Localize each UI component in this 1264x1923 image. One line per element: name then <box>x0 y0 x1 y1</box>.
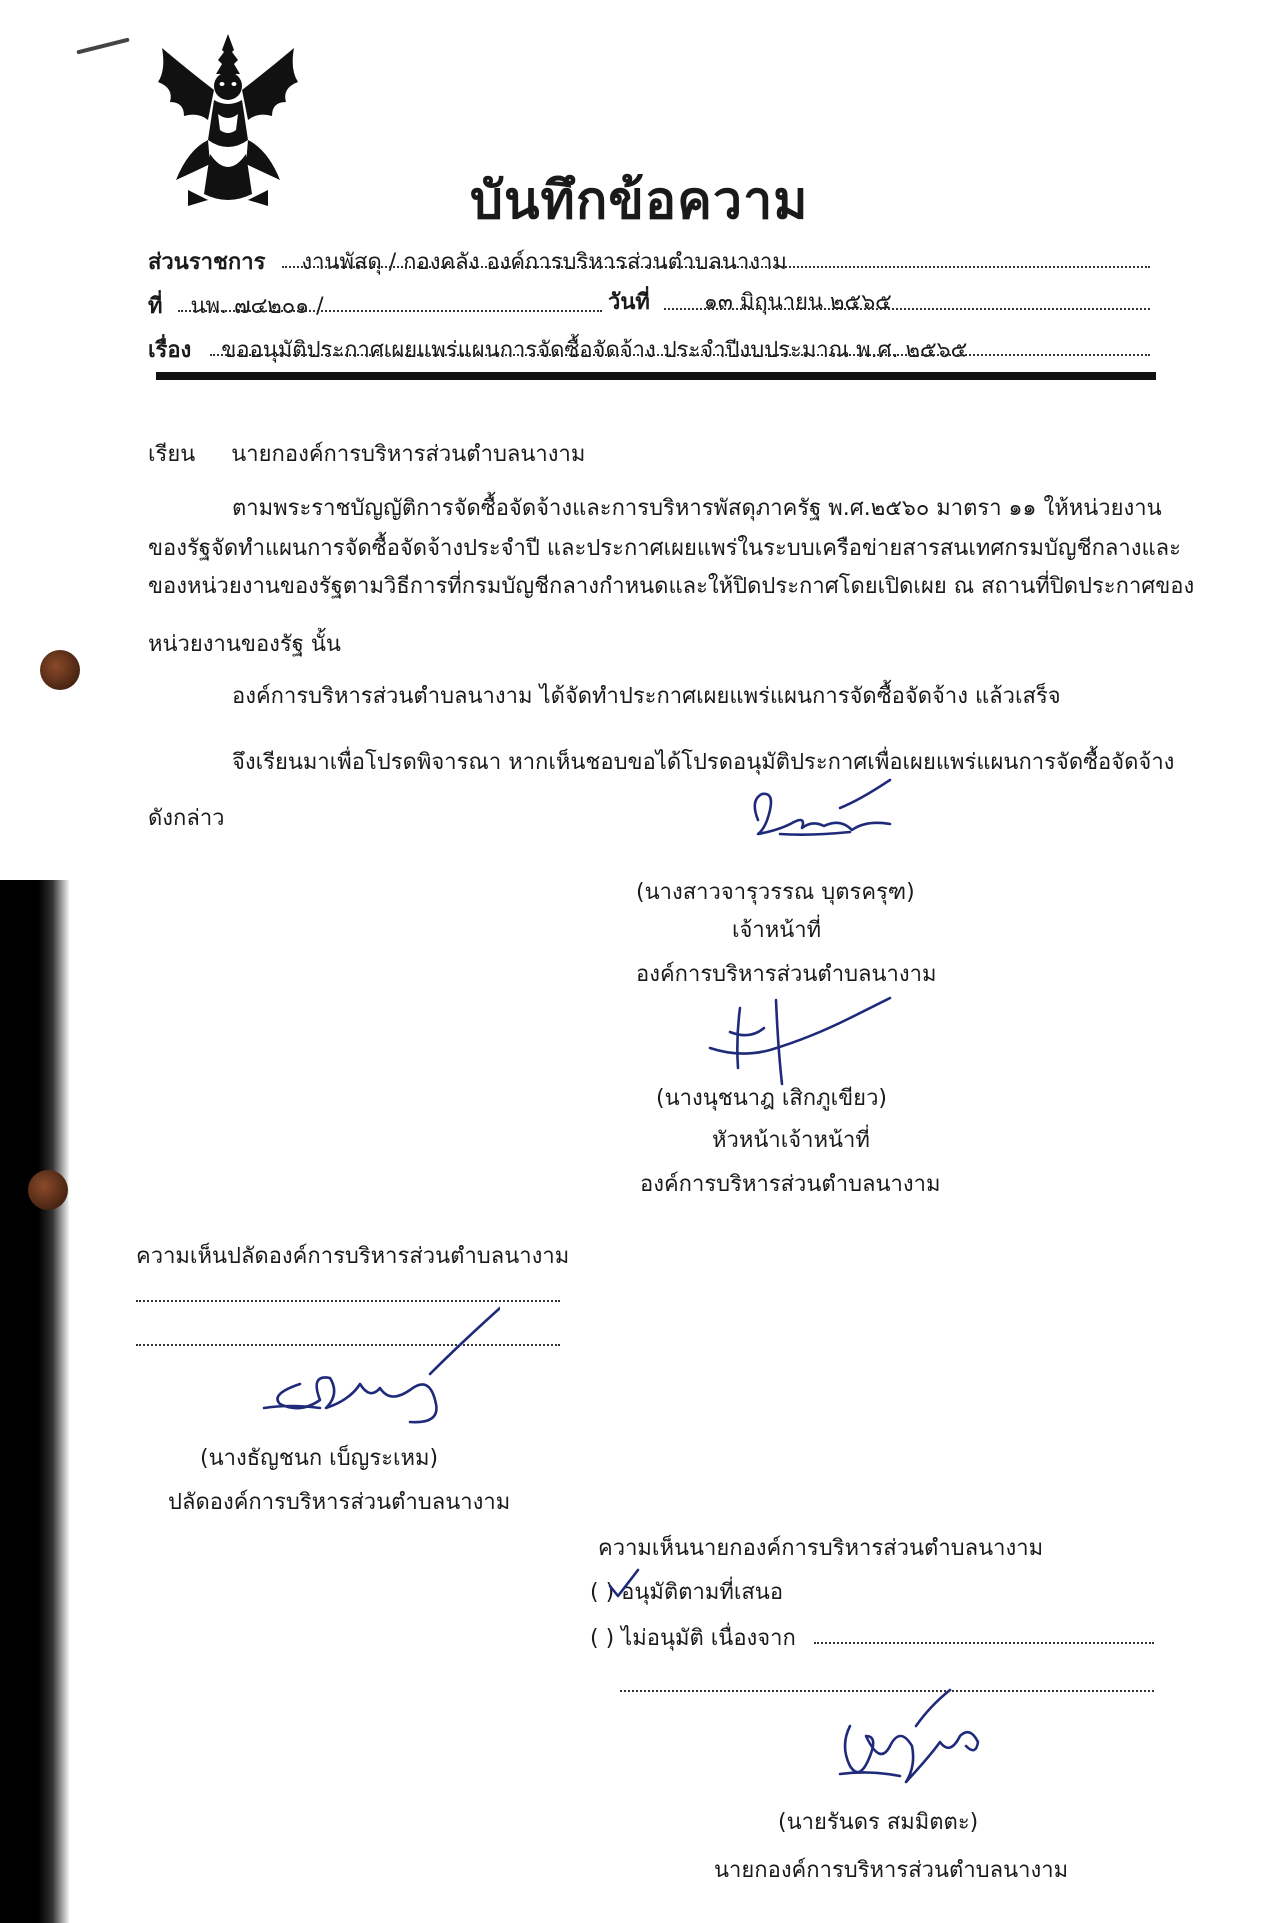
department-label: ส่วนราชการ <box>148 250 266 275</box>
reject-option <box>590 1620 796 1655</box>
date-label: วันที่ <box>608 290 650 315</box>
reject-option-label: ไม่อนุมัติ เนื่องจาก <box>621 1626 796 1651</box>
reference-value: นพ. ๗๔๒๐๑ / <box>190 294 324 319</box>
clerk-position: ปลัดองค์การบริหารส่วนตำบลนางาม <box>168 1490 511 1515</box>
approve-checkbox: ( ) <box>590 1580 615 1605</box>
subject-row <box>148 332 967 367</box>
signer2-position: หัวหน้าเจ้าหน้าที่ <box>712 1128 870 1153</box>
mayor-position: นายกองค์การบริหารส่วนตำบลนางาม <box>714 1858 1069 1883</box>
signer1-position: เจ้าหน้าที่ <box>732 918 822 943</box>
para3-line-1: จึงเรียนมาเพื่อโปรดพิจารณา หากเห็นชอบขอได้โปรดอนุมัติประกาศเพื่อเผยแพร่แผนการจัดซื้อจัดจ้าง <box>232 750 1175 775</box>
date-value: ๑๓ มิถุนายน ๒๕๖๕ <box>703 290 892 315</box>
memo-title: บันทึกข้อความ <box>470 171 809 231</box>
approve-checkmark-icon <box>606 1566 642 1602</box>
signer2-name: (นางนุชนาฎ เสิกภูเขียว) <box>656 1086 887 1111</box>
para1-line-1: ตามพระราชบัญญัติการจัดซื้อจัดจ้างและการบริหารพัสดุภาครัฐ พ.ศ.๒๕๖๐ มาตรา ๑๑ ให้หน่วยงาน <box>232 496 1162 521</box>
date-dotted-line <box>664 308 1150 310</box>
reference-row <box>148 288 324 323</box>
clerk-name: (นางธัญชนก เบ็ญระเหม) <box>200 1446 439 1471</box>
salutation-label: เรียน <box>148 442 196 467</box>
reject-checkbox: ( ) <box>590 1626 615 1651</box>
date-row <box>608 284 892 319</box>
department-dotted-line <box>282 266 1150 268</box>
para3-line-2: ดังกล่าว <box>148 806 225 831</box>
punch-hole-bottom <box>28 1170 68 1210</box>
staple-mark <box>76 38 129 55</box>
salutation-value: นายกองค์การบริหารส่วนตำบลนางาม <box>231 442 586 467</box>
para1-line-3: ของหน่วยงานของรัฐตามวิธีการที่กรมบัญชีกลางกำหนดและให้ปิดประกาศโดยเปิดเผย ณ สถานที่ปิดประกาศของ <box>148 574 1195 599</box>
department-row <box>148 244 787 279</box>
clerk-opinion-dotted-line-1 <box>136 1300 560 1302</box>
reference-label: ที่ <box>148 294 163 319</box>
subject-label: เรื่อง <box>148 338 192 363</box>
signer1-name: (นางสาวจารุวรรณ บุตรครุฑ) <box>636 880 915 905</box>
para2: องค์การบริหารส่วนตำบลนางาม ได้จัดทำประกาศเผยแพร่แผนการจัดซื้อจัดจ้าง แล้วเสร็จ <box>232 684 1061 709</box>
reference-dotted-line <box>178 310 602 312</box>
signature-1 <box>740 770 910 870</box>
clerk-opinion-heading: ความเห็นปลัดองค์การบริหารส่วนตำบลนางาม <box>136 1244 570 1269</box>
header-divider <box>156 372 1156 380</box>
salutation <box>148 436 585 471</box>
para1-line-4: หน่วยงานของรัฐ นั้น <box>148 632 341 657</box>
approve-option-label: อนุมัติตามที่เสนอ <box>621 1580 784 1605</box>
signature-4 <box>820 1686 1000 1796</box>
subject-value: ขออนุมัติประกาศเผยแพร่แผนการจัดซื้อจัดจ้าง ประจำปีงบประมาณ พ.ศ. ๒๕๖๕ <box>221 338 968 363</box>
subject-dotted-line <box>210 354 1150 356</box>
signer2-org: องค์การบริหารส่วนตำบลนางาม <box>640 1172 941 1197</box>
para1-line-2: ของรัฐจัดทำแผนการจัดซื้อจัดจ้างประจำปี และประกาศเผยแพร่ในระบบเครือข่ายสารสนเทศกรมบัญชีกลางและ <box>148 536 1181 561</box>
scan-edge-shadow <box>0 880 70 1923</box>
garuda-emblem-icon <box>148 30 308 210</box>
department-value: งานพัสดุ / กองคลัง องค์การบริหารส่วนตำบลนางาม <box>301 250 787 275</box>
mayor-opinion-heading: ความเห็นนายกองค์การบริหารส่วนตำบลนางาม <box>598 1536 1044 1561</box>
reject-reason-dotted-line <box>814 1642 1154 1644</box>
signature-3 <box>260 1304 500 1434</box>
mayor-name: (นายรันดร สมมิตตะ) <box>778 1810 979 1835</box>
punch-hole-top <box>40 650 80 690</box>
signer1-org: องค์การบริหารส่วนตำบลนางาม <box>636 962 937 987</box>
